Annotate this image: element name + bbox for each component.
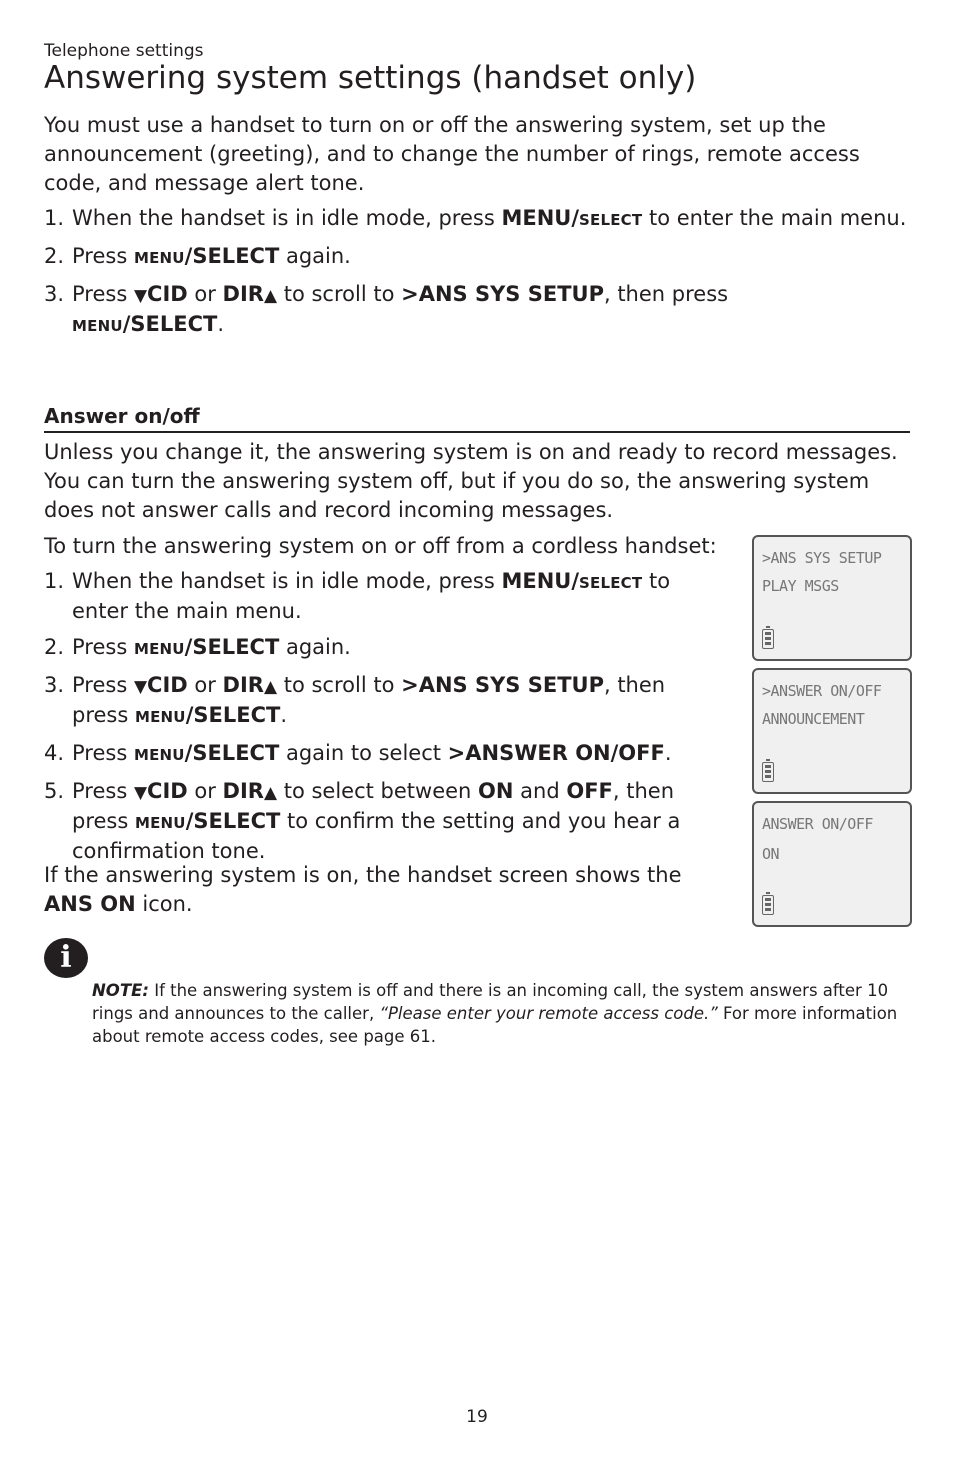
list-item: 2. Press MENU/SELECT again.	[44, 244, 351, 268]
battery-icon	[762, 762, 774, 782]
screen-line: ANSWER ON/OFF	[762, 815, 873, 833]
list-item: 1. When the handset is in idle mode, press MENU/SELECT to enter the main menu.	[44, 569, 671, 623]
up-arrow-icon: ▲	[263, 286, 278, 306]
page-number: 19	[466, 1407, 488, 1427]
info-icon: i	[44, 938, 88, 978]
screen-line: PLAY MSGS	[762, 577, 839, 595]
list-item: 3. Press ▼CID or DIR▲ to scroll to >ANS SYS SETUP, then press MENU/SELECT.	[44, 282, 729, 336]
battery-icon	[762, 895, 774, 915]
down-arrow-icon: ▼	[133, 677, 148, 697]
down-arrow-icon: ▼	[133, 286, 148, 306]
page-title: Answering system settings (handset only)	[44, 60, 697, 96]
handset-screen	[752, 668, 912, 794]
up-arrow-icon: ▲	[263, 677, 278, 697]
intro-paragraph: You must use a handset to turn on or off the answering system, set up the announcement (greeting), and to change the number of rings, remote access code, and message alert tone.	[44, 113, 860, 195]
handset-screen	[752, 801, 912, 927]
battery-icon	[762, 629, 774, 649]
section-heading: Answer on/off	[44, 404, 910, 433]
screen-line: >ANSWER ON/OFF	[762, 682, 882, 700]
list-item: 4. Press MENU/SELECT again to select >ANSWER ON/OFF.	[44, 741, 672, 765]
note: NOTE: If the answering system is off and there is an incoming call, the system answers after 10 rings and announces to the caller, “Please enter your remote access code.” For more information about remote access codes, see page 61.	[92, 980, 898, 1046]
list-item: 2. Press MENU/SELECT again.	[44, 635, 351, 659]
answer-steps	[44, 567, 724, 873]
answer-intro: To turn the answering system on or off from a cordless handset:	[44, 534, 717, 558]
section-label: Telephone settings	[44, 41, 204, 61]
screen-line: >ANS SYS SETUP	[762, 549, 882, 567]
list-item: 1. When the handset is in idle mode, press MENU/SELECT to enter the main menu.	[44, 206, 907, 230]
down-arrow-icon: ▼	[133, 783, 148, 803]
list-item: 3. Press ▼CID or DIR▲ to scroll to >ANS SYS SETUP, then press MENU/SELECT.	[44, 673, 666, 727]
setup-steps	[44, 204, 912, 348]
ans-on-paragraph: If the answering system is on, the handset screen shows the ANS ON icon.	[44, 863, 682, 916]
up-arrow-icon: ▲	[263, 783, 278, 803]
handset-screen	[752, 535, 912, 661]
list-item: 5. Press ▼CID or DIR▲ to select between ON and OFF, then press MENU/SELECT to confirm the setting and you hear a confirmation tone.	[44, 779, 681, 863]
answer-paragraph: Unless you change it, the answering system is on and ready to record messages. You can turn the answering system off, but if you do so, the answering system does not answer calls and record incoming messages.	[44, 440, 898, 522]
screen-line: ON	[762, 845, 780, 863]
screen-line: ANNOUNCEMENT	[762, 710, 865, 728]
